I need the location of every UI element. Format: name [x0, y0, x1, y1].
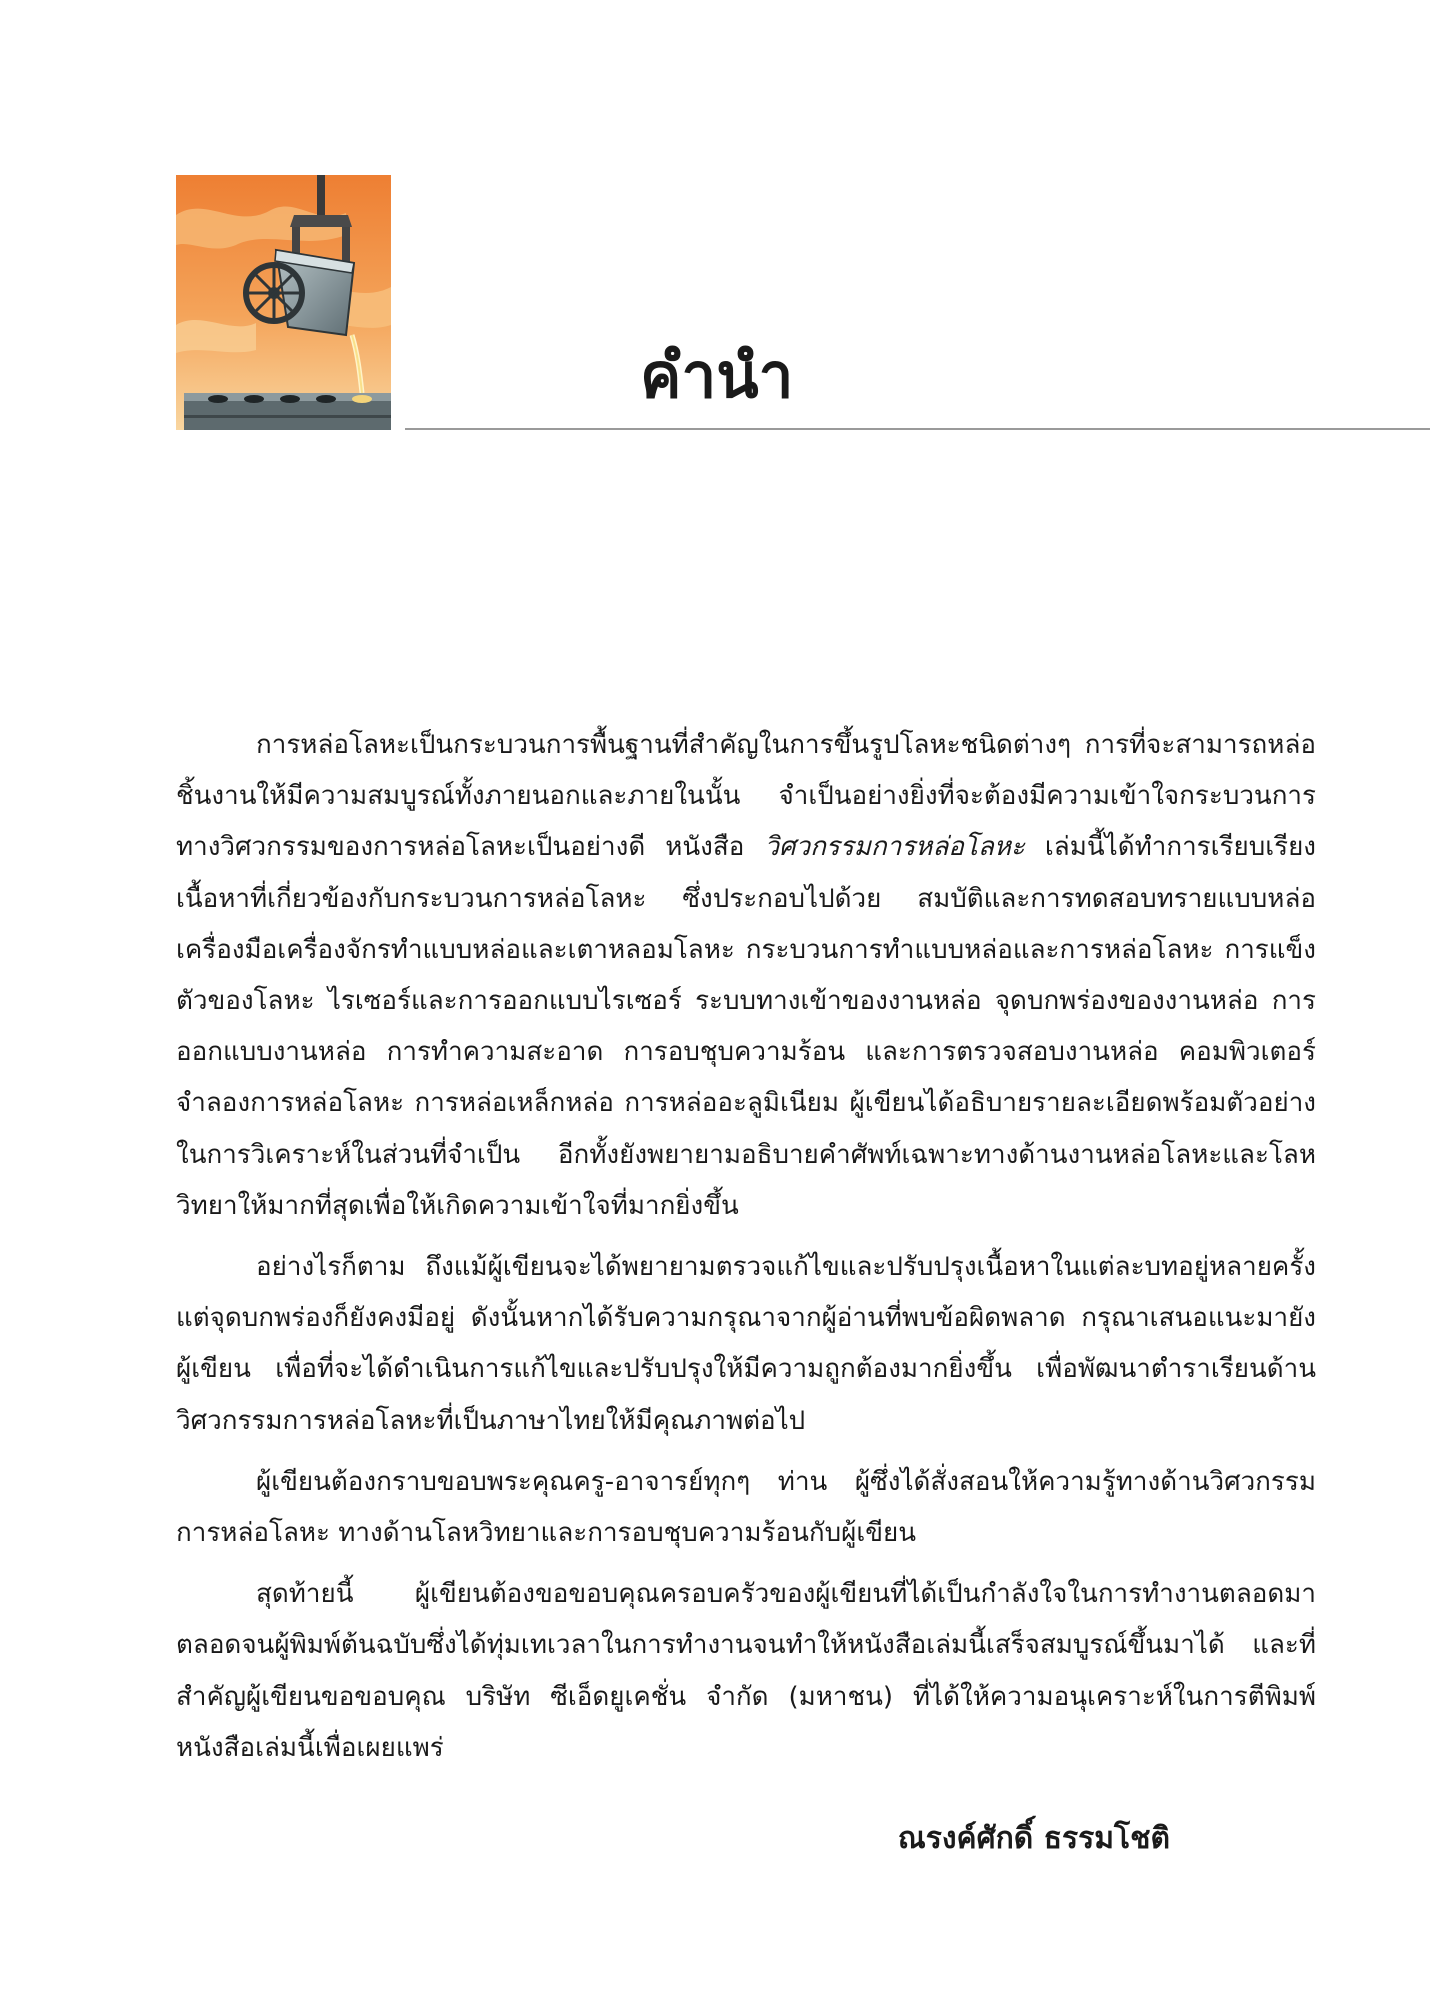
- title-divider: [405, 428, 1430, 430]
- paragraph-2: อย่างไรก็ตาม ถึงแม้ผู้เขียนจะได้พยายามตรวจแก้ไขและปรับปรุงเนื้อหาในแต่ละบทอยู่หลายครั้ง แต่จุดบกพร่องก็ยังคงมีอยู่ ดังนั้นหากได้รับความกรุณาจากผู้อ่านที่พบข้อผิดพลาด กรุณาเสนอแนะมายังผู้เขียน เพื่อที่จะได้ดำเนินการแก้ไขและปรับปรุงให้มีความถูกต้องมากยิ่งขึ้น เพื่อพัฒนาตำราเรียนด้านวิศวกรรมการหล่อโลหะที่เป็นภาษาไทยให้มีคุณภาพต่อไป: [176, 1252, 1316, 1436]
- ladle-pouring-molten-metal-illustration: [176, 175, 391, 430]
- preface-body: [176, 720, 1316, 1784]
- paragraph-1-rest: เล่มนี้ได้ทำการเรียบเรียงเนื้อหาที่เกี่ยวข้องกับกระบวนการหล่อโลหะ ซึ่งประกอบไปด้วย สมบัติและการทดสอบทรายแบบหล่อ เครื่องมือเครื่องจักรทำแบบหล่อและเตาหลอมโลหะ กระบวนการทำแบบหล่อและการหล่อโลหะ การแข็งตัวของโลหะ ไรเซอร์และการออกแบบไรเซอร์ ระบบทางเข้าของงานหล่อ จุดบกพร่องของงานหล่อ การออกแบบงานหล่อ การทำความสะอาด การอบชุบความร้อน และการตรวจสอบงานหล่อ คอมพิวเตอร์จำลองการหล่อโลหะ การหล่อเหล็กหล่อ การหล่ออะลูมิเนียม ผู้เขียนได้อธิบายรายละเอียดพร้อมตัวอย่างในการวิเคราะห์ในส่วนที่จำเป็น อีกทั้งยังพยายามอธิบายคำศัพท์เฉพาะทางด้านงานหล่อโลหะและโลหวิทยาให้มากที่สุดเพื่อให้เกิดความเข้าใจที่มากยิ่งขึ้น: [176, 832, 1317, 1221]
- paragraph-4: สุดท้ายนี้ ผู้เขียนต้องขอขอบคุณครอบครัวของผู้เขียนที่ได้เป็นกำลังใจในการทำงานตลอดมา ตลอดจนผู้พิมพ์ต้นฉบับซึ่งได้ทุ่มเทเวลาในการทำงานจนทำให้หนังสือเล่มนี้เสร็จสมบูรณ์ขึ้นมาได้ และที่สำคัญผู้เขียนขอขอบคุณ บริษัท ซีเอ็ดยูเคชั่น จำกัด (มหาชน) ที่ได้ให้ความอนุเคราะห์ในการตีพิมพ์หนังสือเล่มนี้เพื่อเผยแพร่: [176, 1579, 1316, 1763]
- paragraph-1: [176, 720, 1316, 1232]
- paragraph-3: ผู้เขียนต้องกราบขอบพระคุณครู-อาจารย์ทุกๆ ท่าน ผู้ซึ่งได้สั่งสอนให้ความรู้ทางด้านวิศวกรรมการหล่อโลหะ ทางด้านโลหวิทยาและการอบชุบความร้อนกับผู้เขียน: [176, 1466, 1316, 1549]
- page-title: คำนำ: [640, 339, 794, 412]
- paragraph-1-intro: การหล่อโลหะเป็นกระบวนการพื้นฐานที่สำคัญในการขึ้นรูปโลหะชนิดต่างๆ การที่จะสามารถหล่อชิ้นงานให้มีความสมบูรณ์ทั้งภายนอกและภายในนั้น จำเป็นอย่างยิ่งที่จะต้องมีความเข้าใจกระบวนการทางวิศวกรรมของการหล่อโลหะเป็นอย่างดี หนังสือ: [176, 730, 1316, 863]
- author-signature: ณรงค์ศักดิ์ ธรรมโชติ: [897, 1821, 1170, 1856]
- book-title: วิศวกรรมการหล่อโลหะ: [764, 832, 1025, 863]
- ladle-illustration-graphic: [176, 175, 391, 430]
